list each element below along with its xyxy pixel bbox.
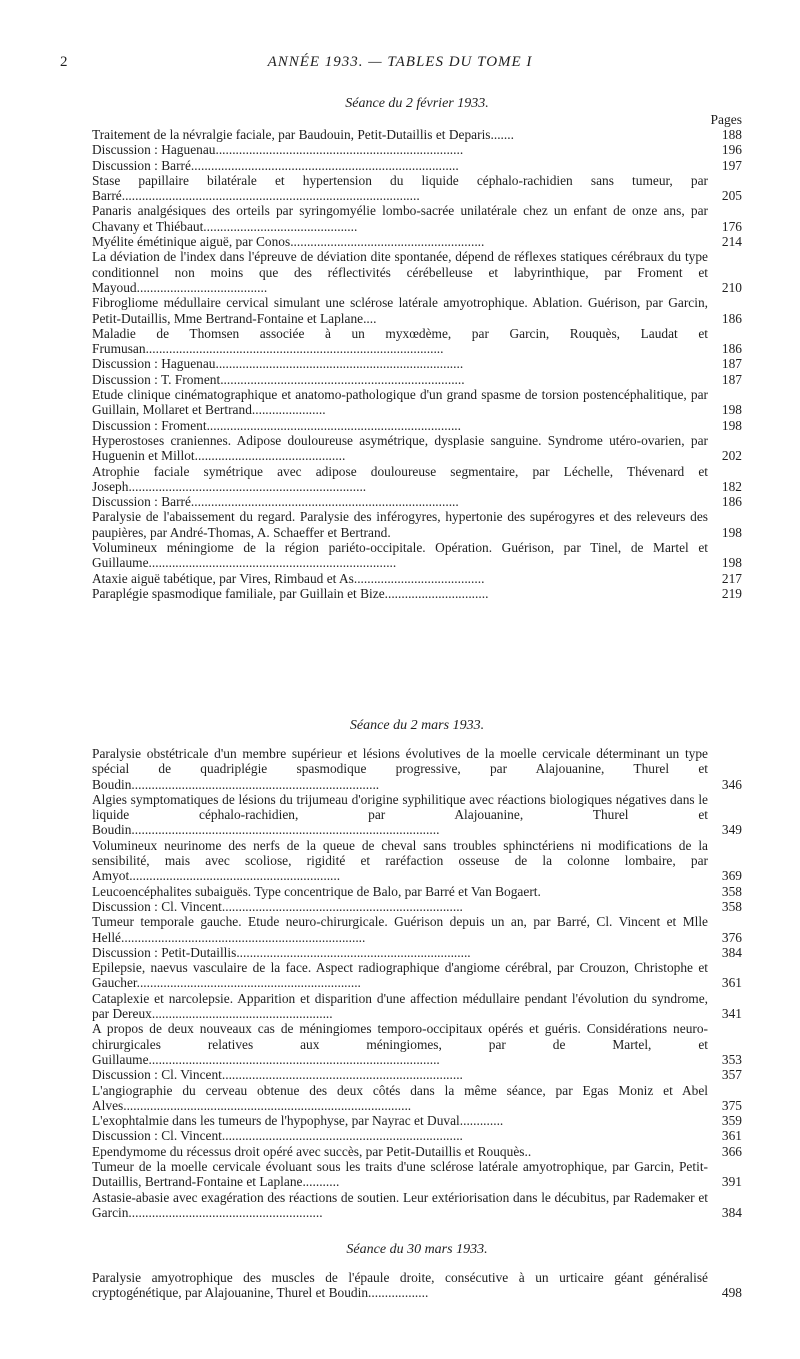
entry-page-number: 375 bbox=[721, 1097, 742, 1113]
entry-page-number: 198 bbox=[721, 402, 742, 418]
entry-page-number: 176 bbox=[721, 218, 742, 234]
entry-text: Discussion : Cl. Vincent........................................................................ bbox=[92, 898, 463, 914]
index-entry bbox=[92, 356, 742, 371]
running-title: ANNÉE 1933. — TABLES DU TOME I bbox=[267, 54, 533, 70]
entry-text: L'exophtalmie dans les tumeurs de l'hypophyse, par Nayrac et Duval............. bbox=[92, 1113, 504, 1129]
index-entry bbox=[92, 884, 742, 899]
entry-page-number: 361 bbox=[721, 1128, 742, 1144]
entry-page-number: 196 bbox=[721, 142, 742, 158]
entry-page-number: 341 bbox=[721, 1006, 742, 1022]
section-title: Séance du 30 mars 1933. bbox=[346, 1242, 488, 1257]
entry-text: Discussion : T. Froment......................................................................... bbox=[92, 371, 465, 387]
index-entry bbox=[92, 945, 742, 960]
index-entry bbox=[92, 1159, 742, 1190]
index-entry bbox=[92, 1144, 742, 1159]
entry-text: Epilepsie, naevus vasculaire de la face. Aspect radiographique d'angiome cérébral, par Crouzon, Christophe et Gaucher................................................................... bbox=[92, 960, 708, 991]
entry-page-number: 202 bbox=[721, 448, 742, 464]
entry-text: Paralysie de l'abaissement du regard. Paralysie des inférogyres, hypertonie des supérogyres et des releveurs des paupières, par André-Thomas, A. Schaeffer et Bertrand. bbox=[92, 509, 708, 540]
entry-text: Paralysie obstétricale d'un membre supérieur et lésions évolutives de la moelle cervicale déterminant un type spécial de quadriplégie spasmodique progressive, par Alajouanine, Thurel et Boudin.......................................................................... bbox=[92, 746, 708, 792]
entry-page-number: 358 bbox=[721, 883, 742, 899]
entry-page-number: 205 bbox=[721, 188, 742, 204]
index-entry bbox=[92, 1083, 742, 1114]
entry-text: Atrophie faciale symétrique avec adipose douloureuse segmentaire, par Léchelle, Thévenard et Joseph....................................................................... bbox=[92, 463, 708, 494]
index-entry bbox=[92, 1190, 742, 1221]
index-entry bbox=[92, 1021, 742, 1067]
index-entry bbox=[92, 326, 742, 357]
entry-text: Discussion : Barré................................................................................ bbox=[92, 157, 459, 173]
entry-text: Stase papillaire bilatérale et hypertension du liquide céphalo-rachidien sans tumeur, par Barré......................................................................................... bbox=[92, 172, 708, 204]
entry-page-number: 187 bbox=[721, 356, 742, 372]
index-entry bbox=[92, 1113, 742, 1128]
entry-page-number: 384 bbox=[721, 944, 742, 960]
entry-text: Traitement de la névralgie faciale, par Baudouin, Petit-Dutaillis et Deparis....... bbox=[92, 127, 514, 142]
index-entry bbox=[92, 372, 742, 387]
entry-page-number: 346 bbox=[721, 776, 742, 792]
index-entry bbox=[92, 295, 742, 326]
entry-page-number: 219 bbox=[721, 585, 742, 601]
index-entry bbox=[92, 249, 742, 295]
index-entry bbox=[92, 746, 742, 792]
entry-page-number: 366 bbox=[721, 1143, 742, 1159]
entry-text: Fibrogliome médullaire cervical simulant une sclérose latérale amyotrophique. Ablation. Guérison, par Garcin, Petit-Dutaillis, Mme Bertrand-Fontaine et Laplane.... bbox=[92, 295, 708, 326]
entry-text: Tumeur temporale gauche. Etude neuro-chirurgicale. Guérison depuis un an, par Barré, Cl. Vincent et Mlle Hellé......................................................................... bbox=[92, 914, 708, 945]
entry-list bbox=[92, 127, 742, 601]
entry-page-number: 217 bbox=[721, 570, 742, 586]
index-entry bbox=[92, 914, 742, 945]
entry-text: Maladie de Thomsen associée à un myxœdème, par Garcin, Rouquès, Laudat et Frumusan......................................................................................... bbox=[92, 325, 708, 357]
entry-page-number: 198 bbox=[721, 417, 742, 433]
entry-text: Hyperostoses craniennes. Adipose douloureuse asymétrique, dysplasie sanguine. Syndrome utéro-ovarien, par Huguenin et Millot............................................. bbox=[92, 432, 708, 464]
entry-text: Paralysie amyotrophique des muscles de l'épaule droite, consécutive à un urticaire géant généralisé cryptogénétique, par Alajouanine, Thurel et Boudin.................. bbox=[92, 1270, 708, 1301]
entry-page-number: 186 bbox=[721, 310, 742, 326]
index-entry bbox=[92, 173, 742, 204]
entry-text: Panaris analgésiques des orteils par syringomyélie lombo-sacrée unilatérale chez un enfant de onze ans, par Chavany et Thiébaut.............................................. bbox=[92, 203, 708, 234]
section-fin-mars bbox=[92, 1242, 742, 1301]
entry-text: Ataxie aiguë tabétique, par Vires, Rimbaud et As....................................... bbox=[92, 570, 485, 586]
entry-text: Discussion : Haguenau.......................................................................... bbox=[92, 142, 464, 158]
index-entry bbox=[92, 991, 742, 1022]
entry-text: L'angiographie du cerveau obtenue des deux côtés dans la même séance, par Egas Moniz et Abel Alves...................................................................................... bbox=[92, 1082, 708, 1113]
index-entry bbox=[92, 142, 742, 157]
index-entry bbox=[92, 418, 742, 433]
index-entry bbox=[92, 586, 742, 601]
entry-page-number: 353 bbox=[721, 1051, 742, 1067]
index-entry bbox=[92, 540, 742, 571]
index-entry bbox=[92, 792, 742, 838]
entry-page-number: 198 bbox=[721, 524, 742, 540]
section-title: Séance du 2 mars 1933. bbox=[349, 718, 485, 733]
index-entry bbox=[92, 838, 742, 884]
entry-list bbox=[92, 1270, 742, 1301]
index-entry bbox=[92, 509, 742, 540]
entry-text: Algies symptomatiques de lésions du trijumeau d'origine syphilitique avec réactions biologiques négatives dans le liquide céphalo-rachidien, par Alajouanine, Thurel et Boudin............................................................................................ bbox=[92, 791, 708, 838]
entry-page-number: 197 bbox=[721, 157, 742, 173]
index-entry bbox=[92, 158, 742, 173]
entry-text: La déviation de l'index dans l'épreuve de déviation dite spontanée, dépend de réflexes statiques cérébraux du type conditionnel non moins que des réflectivités cérébelleuse et labyrinthique, par Froment et Mayoud....................................... bbox=[92, 249, 708, 295]
entry-page-number: 349 bbox=[721, 822, 742, 838]
entry-text: Myélite émétinique aiguë, par Conos.......................................................... bbox=[92, 234, 485, 250]
index-entry bbox=[92, 960, 742, 991]
entry-text: Discussion : Cl. Vincent........................................................................ bbox=[92, 1067, 463, 1083]
entry-page-number: 186 bbox=[721, 494, 742, 510]
entry-text: Volumineux méningiome de la région pariéto-occipitale. Opération. Guérison, par Tinel, de Martel et Guillaume.......................................................................... bbox=[92, 540, 708, 571]
index-entry bbox=[92, 571, 742, 586]
entry-page-number: 361 bbox=[721, 975, 742, 991]
entry-page-number: 358 bbox=[721, 898, 742, 914]
entry-text: Discussion : Cl. Vincent........................................................................ bbox=[92, 1128, 463, 1144]
index-entry bbox=[92, 234, 742, 249]
entry-text: Etude clinique cinématographique et anatomo-pathologique d'un grand spasme de torsion postencéphalitique, par Guillain, Mollaret et Bertrand...................... bbox=[92, 387, 708, 418]
entry-page-number: 391 bbox=[721, 1174, 742, 1190]
entry-page-number: 182 bbox=[721, 478, 742, 494]
index-entry bbox=[92, 433, 742, 464]
index-entry bbox=[92, 1067, 742, 1082]
index-entry bbox=[92, 494, 742, 509]
entry-text: Cataplexie et narcolepsie. Apparition et disparition d'une affection médullaire pendant l'évolution du syndrome, par Dereux...................................................... bbox=[92, 990, 708, 1022]
index-entry bbox=[92, 899, 742, 914]
entry-text: Discussion : Barré................................................................................ bbox=[92, 494, 459, 510]
entry-page-number: 376 bbox=[721, 929, 742, 945]
entry-text: Ependymome du récessus droit opéré avec succès, par Petit-Dutaillis et Rouquès.. bbox=[92, 1143, 532, 1159]
entry-text: Discussion : Froment............................................................................ bbox=[92, 417, 461, 433]
section-fevrier bbox=[92, 96, 742, 601]
pages-column-label: Pages bbox=[710, 112, 742, 127]
index-entry bbox=[92, 127, 742, 142]
entry-page-number: 210 bbox=[721, 279, 742, 295]
entry-text: Paraplégie spasmodique familiale, par Guillain et Bize............................... bbox=[92, 585, 489, 601]
entry-page-number: 187 bbox=[721, 371, 742, 387]
index-entry bbox=[92, 1128, 742, 1143]
entry-page-number: 214 bbox=[721, 234, 742, 250]
section-mars bbox=[92, 718, 742, 1220]
running-header bbox=[60, 54, 740, 76]
index-entry bbox=[92, 203, 742, 234]
entry-page-number: 357 bbox=[721, 1067, 742, 1083]
entry-text: Astasie-abasie avec exagération des réactions de soutien. Leur extériorisation dans le décubitus, par Rademaker et Garcin.......................................................... bbox=[92, 1189, 708, 1220]
section-title: Séance du 2 février 1933. bbox=[345, 96, 489, 111]
entry-page-number: 188 bbox=[721, 127, 742, 142]
entry-page-number: 369 bbox=[721, 868, 742, 884]
page-number: 2 bbox=[60, 54, 69, 70]
entry-page-number: 198 bbox=[721, 555, 742, 571]
entry-text: Volumineux neurinome des nerfs de la queue de cheval sans troubles sphinctériens ni modifications de la sensibilité, mais avec scoliose, rigidité et raréfaction osseuse de la colonne lombaire, par Amyot............................................................... bbox=[92, 837, 708, 884]
entry-text: Leucoencéphalites subaiguës. Type concentrique de Balo, par Barré et Van Bogaert. bbox=[92, 883, 541, 899]
entry-list bbox=[92, 746, 742, 1220]
entry-text: A propos de deux nouveaux cas de méningiomes temporo-occipitaux opérés et guéris. Considérations neuro-chirurgicales relatives aux méningiomes, par de Martel, et Guillaume....................................................................................... bbox=[92, 1021, 708, 1067]
entry-page-number: 384 bbox=[721, 1204, 742, 1220]
entry-page-number: 359 bbox=[721, 1113, 742, 1129]
index-entry bbox=[92, 1270, 742, 1301]
entry-page-number: 498 bbox=[721, 1285, 742, 1301]
entry-page-number: 186 bbox=[721, 341, 742, 357]
entry-text: Tumeur de la moelle cervicale évoluant sous les traits d'une sclérose latérale amyotrophique, par Garcin, Petit-Dutaillis, Bertrand-Fontaine et Laplane........... bbox=[92, 1159, 708, 1190]
entry-text: Discussion : Petit-Dutaillis...................................................................... bbox=[92, 944, 471, 960]
index-entry bbox=[92, 387, 742, 418]
index-entry bbox=[92, 464, 742, 495]
entry-text: Discussion : Haguenau.......................................................................... bbox=[92, 356, 464, 372]
